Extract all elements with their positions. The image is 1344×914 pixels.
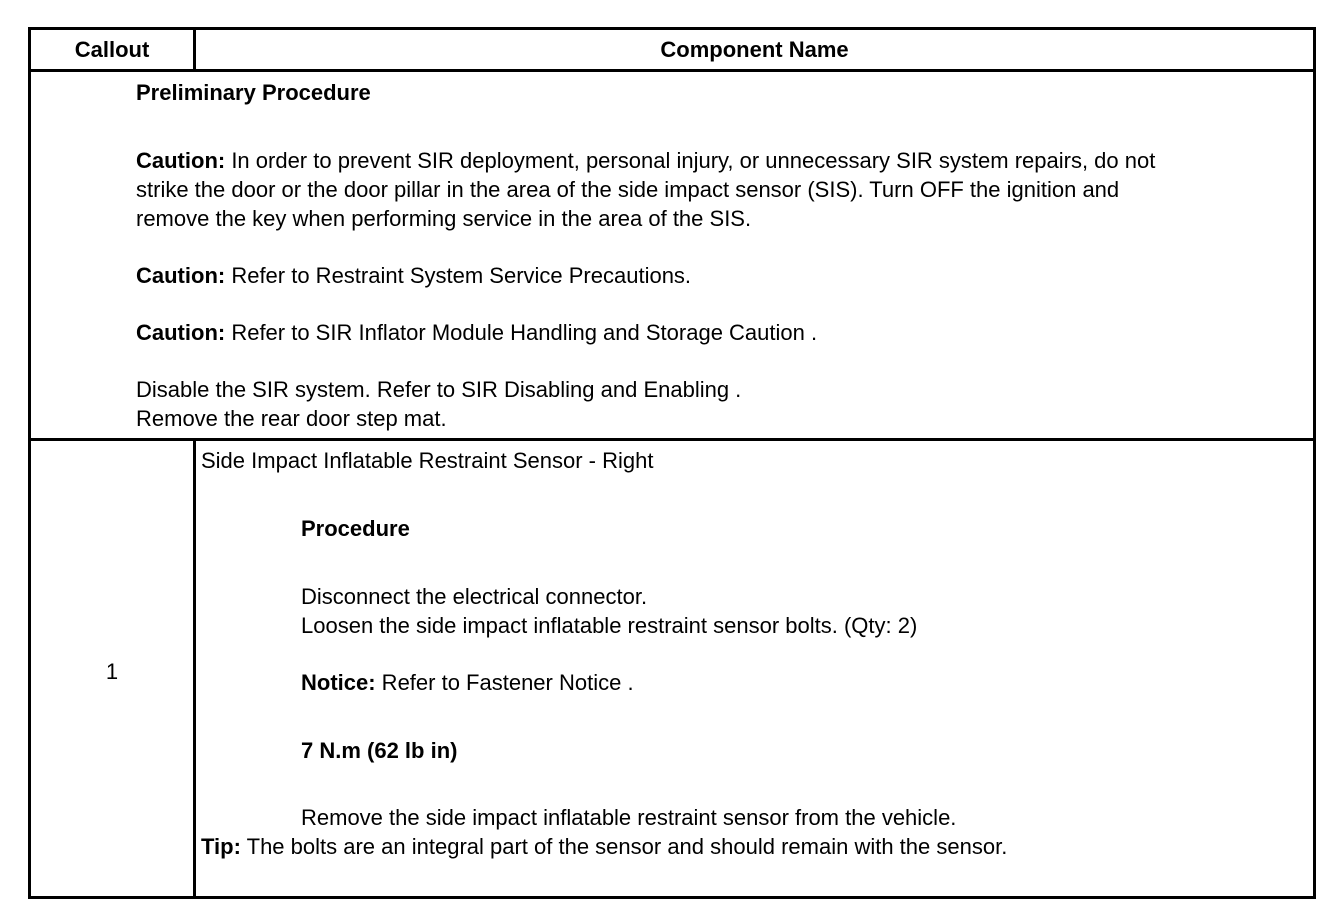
caution-2-text: Refer to Restraint System Service Precautions. bbox=[225, 263, 692, 288]
caution-2 bbox=[136, 261, 691, 290]
caution-1-line-3: remove the key when performing service in the area of the SIS. bbox=[136, 206, 752, 231]
table-header bbox=[31, 30, 1313, 72]
procedure-table bbox=[28, 27, 1316, 899]
callout-number: 1 bbox=[105, 659, 119, 684]
caution-3 bbox=[136, 318, 817, 347]
caution-1-line-1 bbox=[136, 146, 1155, 175]
preliminary-procedure-title: Preliminary Procedure bbox=[136, 80, 371, 105]
caution-3-text: Refer to SIR Inflator Module Handling and Storage Caution . bbox=[225, 320, 818, 345]
table-row bbox=[31, 441, 1313, 899]
preliminary-step-2: Remove the rear door step mat. bbox=[136, 406, 447, 431]
caution-label: Caution: bbox=[136, 263, 226, 288]
caution-label: Caution: bbox=[136, 148, 226, 173]
caution-label: Caution: bbox=[136, 320, 226, 345]
callout-cell bbox=[31, 441, 196, 899]
notice-label: Notice: bbox=[301, 670, 376, 695]
preliminary-step-1: Disable the SIR system. Refer to SIR Disabling and Enabling . bbox=[136, 377, 742, 402]
component-name-column-header: Component Name bbox=[660, 36, 849, 62]
tip-text: The bolts are an integral part of the sensor and should remain with the sensor. bbox=[240, 834, 1008, 859]
notice bbox=[301, 668, 634, 697]
caution-1-text-1: In order to prevent SIR deployment, personal injury, or unnecessary SIR system repairs, do not bbox=[225, 148, 1156, 173]
procedure-step-1: Disconnect the electrical connector. bbox=[301, 584, 648, 609]
procedure-title: Procedure bbox=[301, 516, 410, 541]
preliminary-procedure-row bbox=[31, 72, 1313, 441]
component-name: Side Impact Inflatable Restraint Sensor - Right bbox=[201, 448, 654, 473]
procedure-step-2: Loosen the side impact inflatable restraint sensor bolts. (Qty: 2) bbox=[301, 613, 918, 638]
tip bbox=[201, 832, 1007, 861]
torque-spec: 7 N.m (62 lb in) bbox=[301, 738, 458, 763]
caution-1-line-2: strike the door or the door pillar in the area of the side impact sensor (SIS). Turn OFF the ignition and bbox=[136, 177, 1120, 202]
callout-column-header: Callout bbox=[31, 30, 196, 69]
tip-label: Tip: bbox=[201, 834, 241, 859]
notice-text: Refer to Fastener Notice . bbox=[375, 670, 634, 695]
procedure-step-3: Remove the side impact inflatable restraint sensor from the vehicle. bbox=[301, 805, 957, 830]
